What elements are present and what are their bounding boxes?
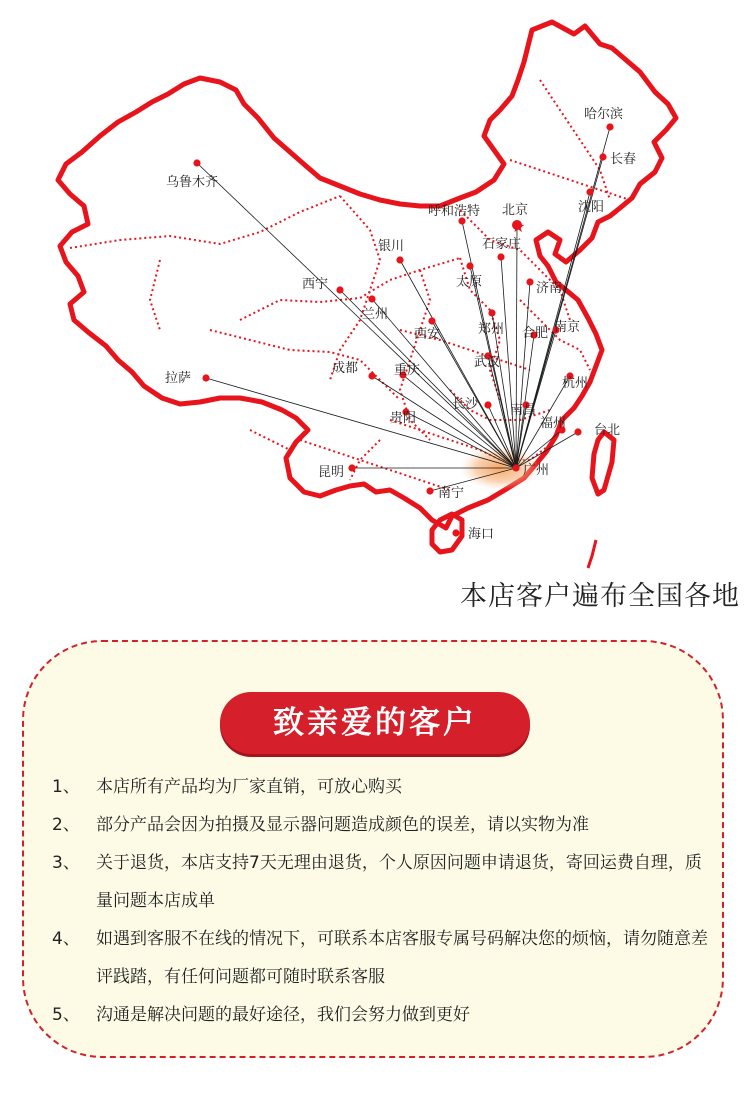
notice-item bbox=[52, 844, 712, 920]
city-dot-harbin bbox=[606, 123, 613, 130]
notice-item-text: 关于退货，本店支持7天无理由退货，个人原因问题申请退货，寄回运费自理，质量问题本店成单 bbox=[96, 853, 702, 911]
city-label-yinchuan: 银川 bbox=[378, 239, 405, 254]
notice-item-number: 4、 bbox=[52, 929, 80, 949]
city-label-shijiazhuang: 石家庄 bbox=[482, 237, 522, 252]
city-dot-changsha bbox=[484, 401, 491, 408]
city-label-xian: 西安 bbox=[414, 327, 441, 342]
notice-item-text: 沟通是解决问题的最好途径，我们会努力做到更好 bbox=[96, 1005, 470, 1025]
city-label-nanjing: 南京 bbox=[554, 320, 581, 335]
city-label-jinan: 济南 bbox=[536, 281, 563, 296]
city-label-guangzhou: 广州 bbox=[523, 463, 550, 478]
city-label-zhengzhou: 郑州 bbox=[478, 322, 505, 337]
notice-item-number: 2、 bbox=[52, 815, 80, 835]
city-dot-taiyuan bbox=[466, 262, 473, 269]
city-dots bbox=[193, 123, 613, 536]
city-dot-zhengzhou bbox=[488, 309, 495, 316]
city-dot-shijiazhuang bbox=[497, 253, 504, 260]
city-dot-urumqi bbox=[193, 159, 200, 166]
city-label-harbin: 哈尔滨 bbox=[584, 107, 624, 122]
notice-title: 致亲爱的客户 bbox=[220, 692, 530, 754]
notice-item-text: 本店所有产品均为厂家直销，可放心购买 bbox=[96, 777, 402, 797]
notice-item-number: 5、 bbox=[52, 1005, 80, 1025]
city-label-chengdu: 成都 bbox=[332, 361, 359, 376]
city-labels bbox=[165, 106, 636, 542]
city-label-urumqi: 乌鲁木齐 bbox=[166, 175, 219, 190]
notice-list bbox=[52, 768, 712, 1034]
delivery-routes bbox=[197, 127, 610, 491]
city-label-kunming: 昆明 bbox=[318, 465, 345, 480]
notice-item-number: 1、 bbox=[52, 777, 80, 797]
city-dot-haikou bbox=[452, 529, 459, 536]
city-label-hohhot: 呼和浩特 bbox=[428, 204, 481, 219]
notice-item bbox=[52, 920, 712, 996]
city-label-taipei: 台北 bbox=[594, 423, 621, 438]
city-label-lanzhou: 兰州 bbox=[362, 307, 389, 322]
city-dot-lanzhou bbox=[368, 295, 375, 302]
route-line-jinan bbox=[516, 282, 530, 468]
notice-card bbox=[22, 640, 724, 1058]
city-dot-kunming bbox=[348, 464, 355, 471]
city-label-hefei: 合肥 bbox=[522, 326, 549, 341]
city-label-xining: 西宁 bbox=[302, 277, 329, 292]
city-dot-taipei bbox=[574, 428, 581, 435]
city-label-taiyuan: 太原 bbox=[456, 275, 483, 290]
city-label-haikou: 海口 bbox=[468, 527, 495, 542]
city-dot-guangzhou bbox=[512, 464, 519, 471]
notice-item-text: 部分产品会因为拍摄及显示器问题造成颜色的误差，请以实物为准 bbox=[96, 815, 589, 835]
city-label-guiyang: 贵阳 bbox=[390, 411, 417, 426]
city-dot-jinan bbox=[526, 278, 533, 285]
notice-item-text: 如遇到客服不在线的情况下，可联系本店客服专属号码解决您的烦恼，请勿随意差评践踏，有任何问题都可随时联系客服 bbox=[96, 929, 708, 987]
capital-star-icon: ★ bbox=[511, 217, 526, 236]
city-dot-changchun bbox=[599, 153, 606, 160]
city-label-beijing: 北京 bbox=[502, 203, 529, 218]
city-label-hangzhou: 杭州 bbox=[562, 376, 589, 391]
city-label-shenyang: 沈阳 bbox=[578, 200, 605, 215]
notice-item bbox=[52, 996, 712, 1034]
route-line-hefei bbox=[516, 335, 534, 468]
notice-item bbox=[52, 806, 712, 844]
city-dot-yinchuan bbox=[396, 256, 403, 263]
city-dot-lhasa bbox=[202, 374, 209, 381]
notice-item-number: 3、 bbox=[52, 853, 80, 873]
notice-item bbox=[52, 768, 712, 806]
city-dot-shenyang bbox=[586, 188, 593, 195]
city-label-changsha: 长沙 bbox=[452, 397, 479, 412]
city-dot-nanning bbox=[426, 487, 433, 494]
city-label-chongqing: 重庆 bbox=[394, 363, 421, 378]
city-dot-chengdu bbox=[368, 372, 375, 379]
map-caption: 本店客户遍布全国各地 bbox=[460, 581, 740, 612]
route-line-beijing bbox=[516, 225, 517, 468]
city-dot-xian bbox=[428, 317, 435, 324]
city-label-fuzhou: 福州 bbox=[540, 416, 567, 431]
city-label-wuhan: 武汉 bbox=[474, 355, 501, 370]
route-line-xian bbox=[432, 321, 516, 468]
city-label-changchun: 长春 bbox=[610, 152, 637, 167]
city-label-lhasa: 拉萨 bbox=[165, 371, 192, 386]
city-dot-xining bbox=[336, 286, 343, 293]
city-label-nanning: 南宁 bbox=[438, 486, 465, 501]
city-label-nanchang: 南昌 bbox=[510, 403, 537, 418]
